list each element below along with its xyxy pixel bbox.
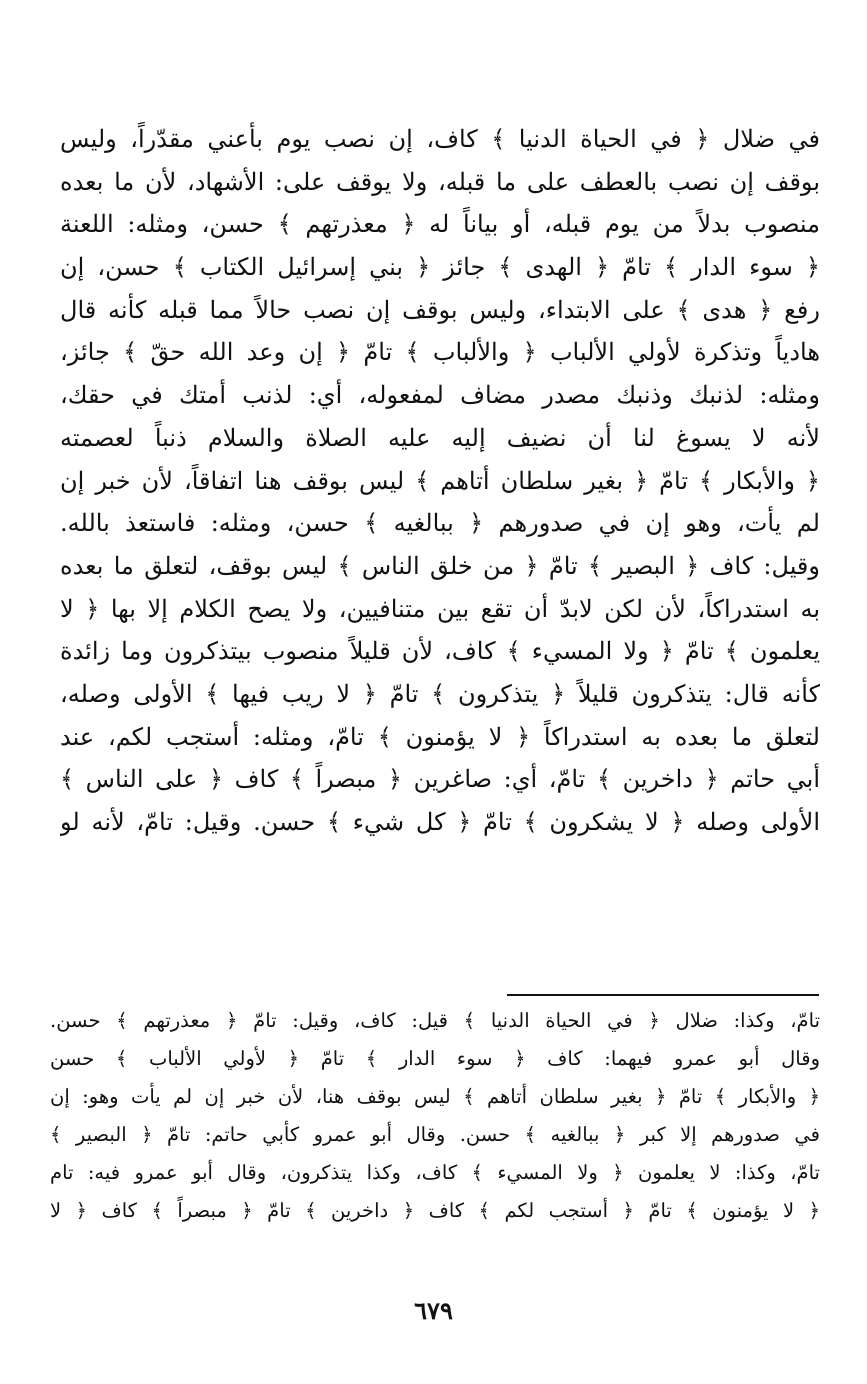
main-line: الأولى وصله ﴿ لا يشكرون ﴾ تامّ ﴿ كل شيء ﴾ حسن. وقيل: تامّ، لأنه لو (60, 808, 820, 836)
main-line: لأنه لا يسوغ لنا أن نضيف إليه عليه الصلاة والسلام ذنباً لعصمته (60, 423, 820, 452)
footnote-line: في صدورهم إلا كبر ﴿ ببالغيه ﴾ حسن. وقال أبو عمرو كأبي حاتم: تامّ ﴿ البصير ﴾ (50, 1123, 820, 1146)
main-line: هادياً وتذكرة لأولي الألباب ﴿ والألباب ﴾ تامّ ﴿ إن وعد الله حقّ ﴾ جائز، (60, 338, 820, 367)
main-line: رفع ﴿ هدى ﴾ على الابتداء، وليس بوقف إن نصب حالاً مما قبله كأنه قال (60, 295, 820, 324)
footnote-divider (507, 994, 819, 996)
main-line: أبي حاتم ﴿ داخرين ﴾ تامّ، أي: صاغرين ﴿ مبصراً ﴾ كاف ﴿ على الناس ﴾ (60, 765, 820, 794)
main-line: لم يأت، وهو إن في صدورهم ﴿ ببالغيه ﴾ حسن، ومثله: فاستعذ بالله. (60, 509, 820, 538)
main-line: بوقف إن نصب بالعطف على ما قبله، ولا يوقف على: الأشهاد، لأن ما بعده (60, 167, 820, 196)
footnote-line: ﴿ والأبكار ﴾ تامّ ﴿ بغير سلطان أتاهم ﴾ ليس بوقف هنا، لأن خبر إن لم يأت وهو: إن (50, 1085, 820, 1108)
footnote-line: ﴿ لا يؤمنون ﴾ تامّ ﴿ أستجب لكم ﴾ كاف ﴿ داخرين ﴾ تامّ ﴿ مبصراً ﴾ كاف ﴿ لا (50, 1199, 820, 1222)
page-number: ٦٧٩ (414, 1296, 453, 1325)
main-line: ﴿ والأبكار ﴾ تامّ ﴿ بغير سلطان أتاهم ﴾ ليس بوقف هنا اتفاقاً، لأن خبر إن (60, 466, 820, 495)
main-line: منصوب بدلاً من يوم قبله، أو بياناً له ﴿ معذرتهم ﴾ حسن، ومثله: اللعنة (60, 210, 820, 239)
footnote-line: تامّ، وكذا: لا يعلمون ﴿ ولا المسيء ﴾ كاف، وكذا يتذكرون، وقال أبو عمرو فيه: تام (50, 1161, 820, 1184)
main-line: لتعلق ما بعده به استدراكاً ﴿ لا يؤمنون ﴾ تامّ، ومثله: أستجب لكم، عند (60, 722, 820, 751)
main-line: ﴿ سوء الدار ﴾ تامّ ﴿ الهدى ﴾ جائز ﴿ بني إسرائيل الكتاب ﴾ حسن، إن (60, 253, 820, 282)
main-line: به استدراكاً، لأن لكن لابدّ أن تقع بين متنافيين، ولا يصح الكلام إلا بها ﴿ لا (60, 594, 820, 623)
footnote-line: تامّ، وكذا: ضلال ﴿ في الحياة الدنيا ﴾ قيل: كاف، وقيل: تامّ ﴿ معذرتهم ﴾ حسن. (50, 1009, 820, 1032)
main-line: يعلمون ﴾ تامّ ﴿ ولا المسيء ﴾ كاف، لأن قليلاً منصوب بيتذكرون وما زائدة (60, 637, 820, 666)
main-line: كأنه قال: يتذكرون قليلاً ﴿ يتذكرون ﴾ تامّ ﴿ لا ريب فيها ﴾ الأولى وصله، (60, 679, 820, 708)
footnote-block (50, 1002, 820, 1230)
main-line: في ضلال ﴿ في الحياة الدنيا ﴾ كاف، إن نصب يوم بأعني مقدّراً، وليس (60, 125, 820, 153)
footnote-line: وقال أبو عمرو فيهما: كاف ﴿ سوء الدار ﴾ تامّ ﴿ لأولي الألباب ﴾ حسن (50, 1047, 820, 1070)
main-text-block (60, 118, 820, 844)
main-line: وقيل: كاف ﴿ البصير ﴾ تامّ ﴿ من خلق الناس ﴾ ليس بوقف، لتعلق ما بعده (60, 551, 820, 580)
main-line: ومثله: لذنبك وذنبك مصدر مضاف لمفعوله، أي: لذنب أمتك في حقك، (60, 381, 820, 410)
